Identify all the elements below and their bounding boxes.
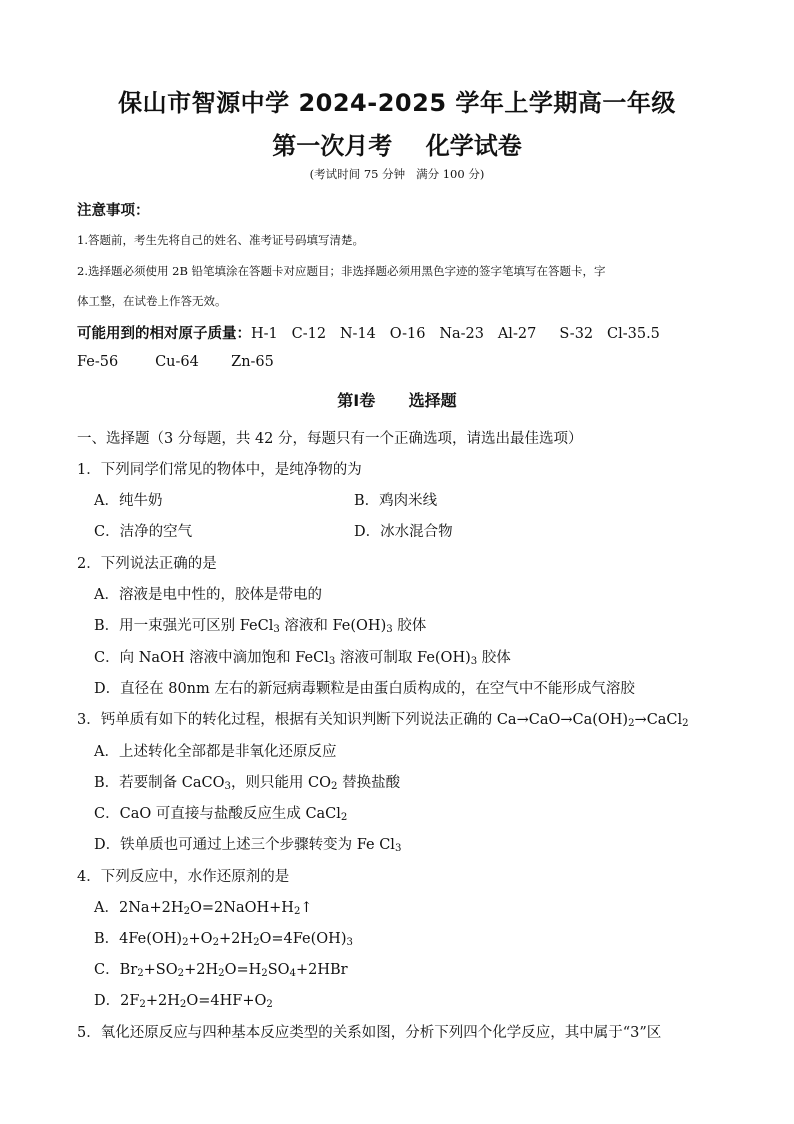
- question-2-option-c: C．向 NaOH 溶液中滴加饱和 FeCl$_3$ 溶液可制取 $Fe(OH)_3$ 胶体: [94, 650, 511, 667]
- notes-heading: 注意事项：: [77, 203, 150, 219]
- question-2-stem: 2．下列说法正确的是: [77, 556, 217, 572]
- question-1-option-a: A．纯牛奶: [94, 493, 163, 509]
- question-2-option-b: B．用一束强光可区别 FeCl$_3$ 溶液和 $Fe(OH)_3$ 胶体: [94, 618, 427, 635]
- atomic-mass-line-1: [77, 322, 660, 343]
- note-item-2-cont: 体工整，在试卷上作答无效。: [77, 294, 227, 308]
- question-5-stem: 5．氧化还原反应与四种基本反应类型的关系如图，分析下列四个化学反应，其中属于“3”区: [77, 1025, 662, 1041]
- question-4-option-a: A．$2Na+2H_2O=2NaOH+H_2↑$: [94, 900, 313, 917]
- question-3-option-a: A．上述转化全部都是非氧化还原反应: [94, 744, 337, 760]
- section-title: 第Ⅰ卷 选择题: [337, 391, 457, 410]
- atomic-mass-label: 可能用到的相对原子质量：: [77, 326, 251, 342]
- atomic-mass-values: H-1 C-12 N-14 O-16 Na-23 Al-27 S-32 Cl-35.5: [251, 326, 660, 342]
- atomic-mass-line-2: Fe-56 Cu-64 Zn-65: [77, 354, 274, 370]
- question-3-option-c: C．CaO 可直接与盐酸反应生成 CaCl$_2$: [94, 806, 348, 823]
- section-instruction: 一、选择题（3 分每题，共 42 分，每题只有一个正确选项，请选出最佳选项）: [77, 431, 583, 447]
- question-3-stem: 3．钙单质有如下的转化过程，根据有关知识判断下列说法正确的 $Ca\to CaO\to Ca(OH)_2\to CaCl_2$: [77, 712, 689, 729]
- question-1-option-c: C．洁净的空气: [94, 524, 193, 540]
- exam-title: 保山市智源中学 2024-2025 学年上学期高一年级: [118, 89, 676, 117]
- question-2-option-d: D．直径在 80nm 左右的新冠病毒颗粒是由蛋白质构成的，在空气中不能形成气溶胶: [94, 681, 635, 697]
- question-4-option-b: B．$4Fe(OH)_2+O_2+2H_2O=4Fe(OH)_3$: [94, 931, 353, 948]
- exam-info: (考试时间 75 分钟 满分 100 分): [309, 167, 485, 181]
- question-2-option-a: A．溶液是电中性的，胶体是带电的: [94, 587, 322, 603]
- exam-subtitle: 第一次月考 化学试卷: [272, 132, 522, 160]
- question-1-stem: 1．下列同学们常见的物体中，是纯净物的为: [77, 462, 362, 478]
- question-3-option-d: D．铁单质也可通过上述三个步骤转变为 Fe $Cl_3$: [94, 837, 402, 854]
- question-4-option-d: D．$2F_2+2H_2O=4HF+O_2$: [94, 993, 273, 1010]
- note-item-2: 2.选择题必须使用 2B 铅笔填涂在答题卡对应题目；非选择题必须用黑色字迹的签字笔填写在答题卡，字: [77, 264, 606, 278]
- note-item-1: 1.答题前，考生先将自己的姓名、准考证号码填写清楚。: [77, 233, 364, 247]
- question-4-option-c: C．$Br_2+SO_2+2H_2O=H_2SO_4+2HBr$: [94, 962, 348, 979]
- question-3-option-b: B．若要制备 CaCO$_3$，则只能用 $CO_2$ 替换盐酸: [94, 775, 401, 792]
- question-1-option-b: B．鸡肉米线: [354, 493, 438, 509]
- question-4-stem: 4．下列反应中，水作还原剂的是: [77, 869, 290, 885]
- question-1-option-d: D．冰水混合物: [354, 524, 453, 540]
